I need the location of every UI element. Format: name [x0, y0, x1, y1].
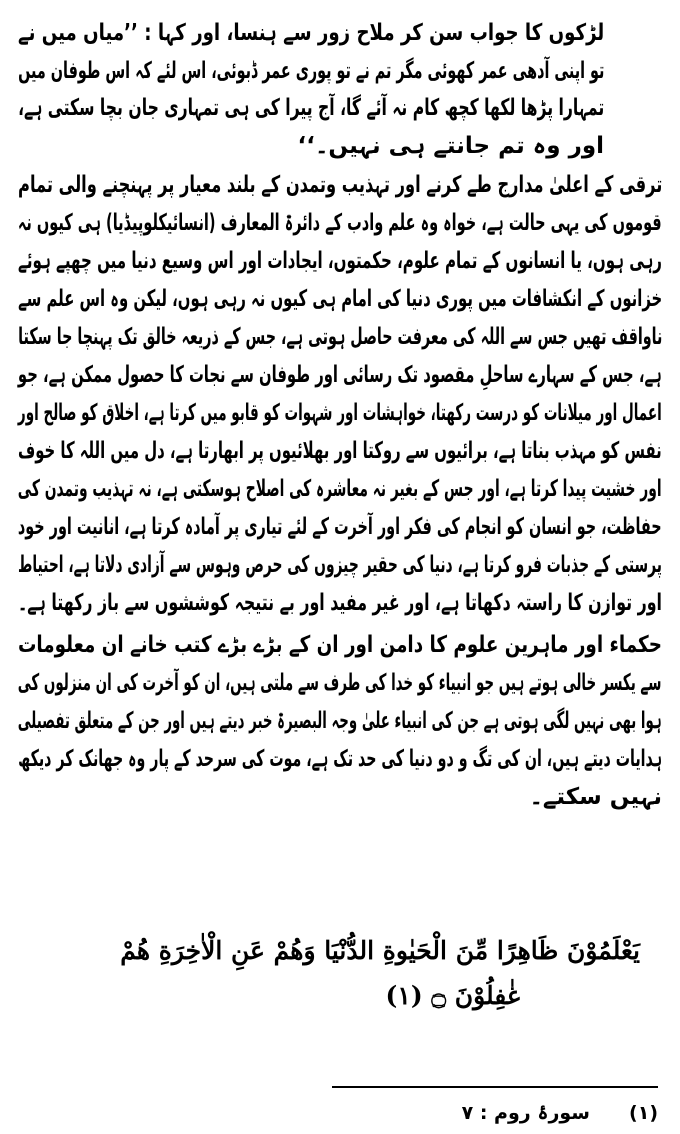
paragraph-line: خزانوں کے انکشافات میں پوری دنیا کی امام ہی کیوں نہ رہی ہوں، لیکن وہ اس علم سے: [17, 286, 662, 312]
verse-line: غٰفِلُوْنَ ۝ (۱): [385, 981, 520, 1010]
paragraph-line: حفاظت، جو انسان کو انجام کی فکر اور آخرت کے لئے تیاری پر آمادہ کرتا ہے، انانیت اور خود: [18, 514, 662, 540]
quote-line: تمہارا پڑھا لکھا کچھ کام نہ آئے گا، آج پیرا کی ہی تمہاری جان بچا سکتی ہے،: [17, 95, 604, 121]
paragraph-line: پرستی کے جذبات فرو کرتا ہے، دنیا کی حقیر چیزوں کی حرص وہوس سے آزادی دلاتا ہے، احتیاط: [18, 552, 662, 578]
footnote-text: سورۂ روم : ۷: [461, 1102, 590, 1124]
paragraph-line: اعمال اور میلانات کو درست رکھتا، خواہشات اور شہوات کو قابو میں کرتا ہے، اخلاق کو صالح اور: [18, 400, 662, 426]
footnote-marker: (۱): [629, 1102, 658, 1124]
paragraph-line: اور خشیت پیدا کرتا ہے، اور جس کے بغیر نہ معاشرہ کی اصلاح ہوسکتی ہے، نہ تہذیب وتمدن کی: [18, 476, 662, 502]
paragraph-line: ترقی کے اعلیٰ مدارج طے کرنے اور تہذیب وتمدن کے بلند معیار پر پہنچنے والی تمام: [17, 172, 662, 198]
paragraph-line: نہیں سکتے۔: [529, 784, 662, 810]
paragraph-line: نفس کو مہذب بناتا ہے، برائیوں سے روکتا اور بھلائیوں پر ابھارتا ہے، دل میں اللہ کا خوف: [18, 438, 662, 464]
quote-line: لڑکوں کا جواب سن کر ملاح زور سے ہنسا، اور کہا : ’’میاں میں نے: [17, 20, 604, 46]
paragraph-line: ہوا بھی نہیں لگی ہوتی ہے جن کی انبیاء علیٰ وجہ البصیرۃ خبر دیتے ہیں اور جن کے متعلق تفصیلی: [18, 708, 662, 734]
paragraph-line: ناواقف تھیں جس سے اللہ کی معرفت حاصل ہوتی ہے، جس کے ذریعہ خالق تک پہنچا جا سکتا: [17, 324, 662, 350]
paragraph-line: ہدایات دیتے ہیں، ان کی تگ و دو دنیا کی حد تک ہے، موت کی سرحد کے پار وہ جھانک کر دیکھ: [18, 746, 662, 772]
quote-line: تو اپنی آدھی عمر کھوئی مگر تم نے تو پوری عمر ڈبوئی، اس لئے کہ اس طوفان میں: [17, 58, 604, 84]
paragraph-line: اور توازن کا راستہ دکھاتا ہے، اور غیر مفید اور بے نتیجہ کوششوں سے باز رکھتا ہے۔: [18, 590, 662, 616]
footnote-divider: [332, 1086, 658, 1088]
verse-line: يَعْلَمُوْنَ ظَاهِرًا مِّنَ الْحَيٰوةِ الدُّنْيَا وَهُمْ عَنِ الْاٰخِرَةِ هُمْ: [120, 936, 640, 965]
paragraph-line: قوموں کی یہی حالت ہے، خواہ وہ علم وادب کے دائرۃ المعارف (انسائیکلوپیڈیا) ہی کیوں نہ: [18, 210, 662, 236]
paragraph-line: رہی ہوں، یا انسانوں کے تمام علوم، حکمتوں، ایجادات اور اس وسیع دنیا میں چھپے ہوئے: [18, 248, 662, 274]
paragraph-line: حکماء اور ماہرین علوم کا دامن اور ان کے بڑے بڑے کتب خانے ان معلومات: [18, 632, 662, 658]
paragraph-line: ہے، جس کے سہارے ساحلِ مقصود تک رسائی اور طوفان سے نجات کا حصول ممکن ہے، جو: [18, 362, 662, 388]
paragraph-line: سے یکسر خالی ہوتے ہیں جو انبیاء کو خدا کی طرف سے ملتی ہیں، ان کو آخرت کی ان منزلوں کی: [18, 670, 662, 696]
quote-line: اور وہ تم جانتے ہی نہیں۔‘‘: [297, 133, 604, 159]
